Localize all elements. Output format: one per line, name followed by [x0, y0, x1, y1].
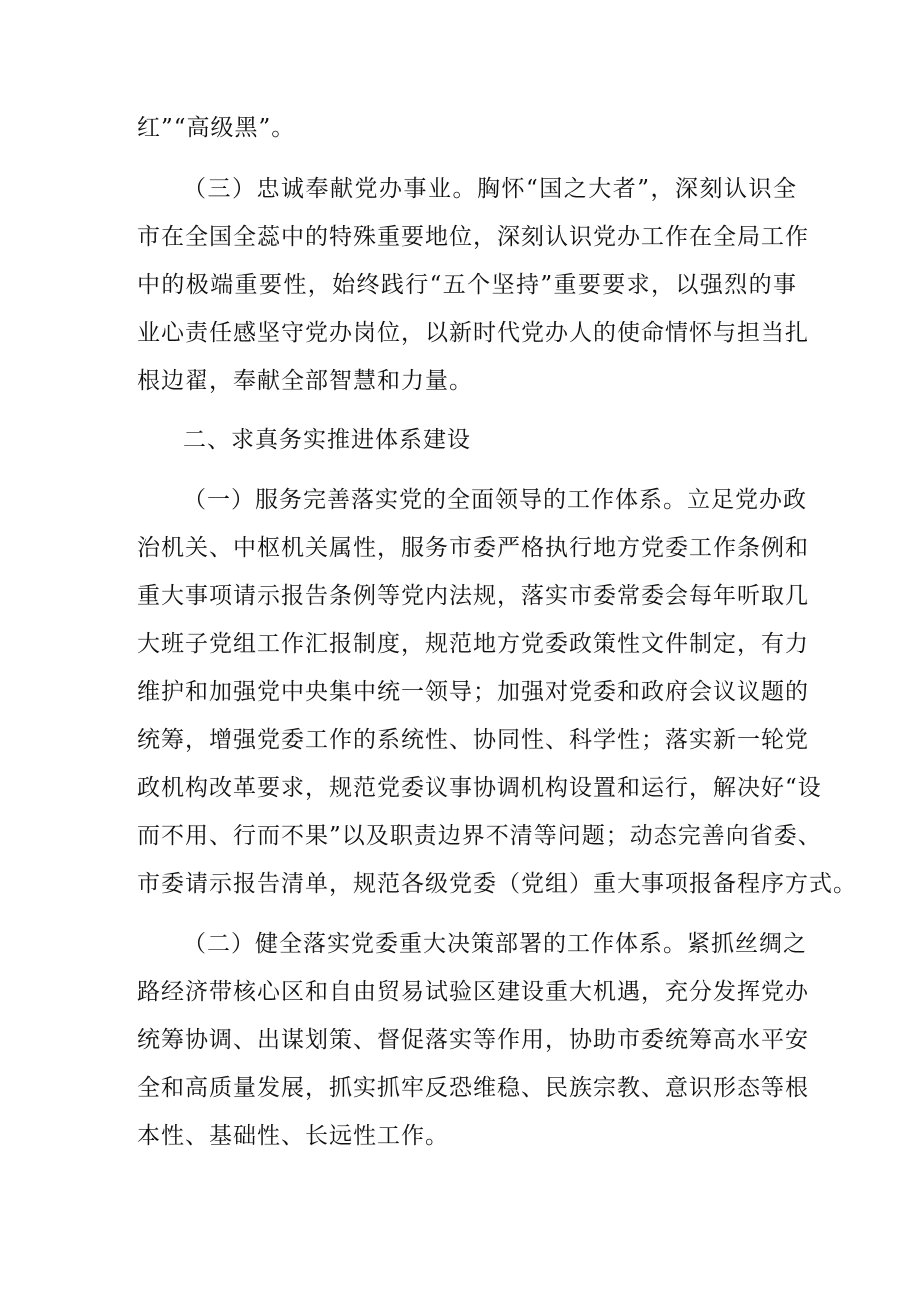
text-line: 大班子党组工作汇报制度，规范地方党委政策性文件制定，有力 [137, 631, 809, 657]
text-line: 治机关、中枢机关属性，服务市委严格执行地方党委工作条例和 [137, 535, 809, 561]
text-line: 本性、基础性、长远性工作。 [137, 1123, 449, 1149]
section-heading: 二、求真务实推进体系建设 [183, 427, 471, 453]
text-line: 根边翟，奉献全部智慧和力量。 [137, 368, 473, 394]
text-line: 统筹协调、出谋划策、督促落实等作用，协助市委统筹高水平安 [137, 1027, 809, 1053]
text-line: 中的极端重要性，始终践行“五个坚持”重要要求，以强烈的事 [137, 272, 797, 298]
paragraph-first-line: （一）服务完善落实党的全面领导的工作体系。立足党办政 [183, 487, 807, 513]
text-line: 而不用、行而不果”以及职责边界不清等问题；动态完善向省委、 [137, 823, 822, 849]
paragraph-first-line: （三）忠诚奉献党办事业。胸怀“国之大者”，深刻认识全 [183, 176, 797, 202]
text-line: 市在全国全蕊中的特殊重要地位，深刻认识党办工作在全局工作 [137, 224, 809, 250]
text-line: 维护和加强党中央集中统一领导；加强对党委和政府会议议题的 [137, 679, 809, 705]
text-line: 全和高质量发展，抓实抓牢反恐维稳、民族宗教、意识形态等根 [137, 1075, 809, 1101]
paragraph-first-line: （二）健全落实党委重大决策部署的工作体系。紧抓丝绸之 [183, 931, 807, 957]
text-line: 统筹，增强党委工作的系统性、协同性、科学性；落实新一轮党 [137, 727, 809, 753]
text-line: 业心责任感坚守党办岗位，以新时代党办人的使命情怀与担当扎 [137, 320, 809, 346]
text-line: 路经济带核心区和自由贸易试验区建设重大机遇，充分发挥党办 [137, 979, 809, 1005]
text-line: 重大事项请示报告条例等党内法规，落实市委常委会每年听取几 [137, 583, 809, 609]
text-line: 政机构改革要求，规范党委议事协调机构设置和运行，解决好“设 [137, 775, 822, 801]
text-line: 市委请示报告清单，规范各级党委（党组）重大事项报备程序方式。 [137, 871, 857, 897]
text-line: 红”“高级黑”。 [137, 115, 296, 141]
